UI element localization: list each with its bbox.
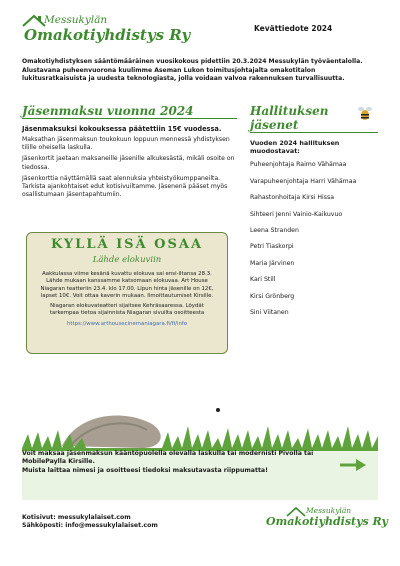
board-member: Leena Stranden (250, 226, 299, 234)
cinema-event-box (26, 232, 228, 354)
board-section (250, 104, 378, 325)
membership-title: Jäsenmaksu vuonna 2024 (22, 104, 194, 118)
intro-paragraph: Omakotiyhdistyksen sääntömääräinen vuosikokous pidettiin 20.3.2024 Messukylän työväentalolla. Alustavana puheenvuorona kuulimme Aseman Lukon toimitusjohtajalta omakotitalon lukitusratkaisuista ja uudesta teknologiasta, jolla voidaan valvoa rakennuksen turvallisuutta. (22, 58, 363, 83)
cinema-link[interactable]: https://www.arthousecinemaniagara.fi/fi/info (66, 320, 188, 327)
footer-logo-bottom: Omakotiyhdistys Ry (266, 515, 388, 528)
logo-top-text: Messukylän (44, 14, 108, 26)
board-divider (250, 132, 378, 133)
board-member: Kari Still (250, 276, 276, 284)
arrow-right-icon (340, 459, 366, 471)
bee-icon (356, 104, 374, 122)
cinema-paragraph-2: Niagaran elokuvateatteri sijaitsee Kehräsaaressa. Löydät tarkempaa tietoa sijainnista Niagaran sivuilta osoitteesta (49, 303, 205, 317)
board-title: Hallituksen jäsenet (250, 104, 329, 132)
footer-email[interactable]: Sähköposti: info@messukylalaiset.com (22, 522, 158, 530)
board-member: Kirsi Grönberg (250, 292, 295, 300)
footer-logo (256, 506, 386, 536)
payment-line-2: Muista laittaa nimesi ja osoitteesi tiedoksi maksutavasta riippumatta! (22, 466, 268, 474)
cinema-paragraph-1: Aakkulassa viime kesänä kuvattu elokuva sai ensi-iltansa 28.3. Lähde mukaan kanssamme katsomaan elokuvaa. Art House Niagaran teatteriin 23.4. klo 17.00. Lipun hinta jäsenille on 12€, lapset 10€. Voit ottaa kaverin mukaan. Ilmoittautumiset Kirsille. (40, 271, 214, 299)
cinema-subtitle: Lähde elokuviin (92, 255, 162, 265)
cinema-body (35, 271, 219, 331)
board-member: Puheenjohtaja Raimo Vähämaa (250, 161, 347, 169)
membership-divider (22, 118, 237, 119)
board-member: Sini Viitanen (250, 308, 289, 316)
board-member: Petri Tiaskorpi (250, 243, 294, 251)
payment-info (22, 450, 352, 475)
footer-website[interactable]: Kotisivut: messukylalaiset.com (22, 514, 131, 521)
payment-line-1: Voit maksaa jäsenmaksun kääntöpuolella olevalla laskulla tai modernisti Pivolla tai MobilePaylla Kirsille. (22, 450, 314, 466)
board-member: Varapuheenjohtaja Harri Vähämaa (250, 177, 357, 185)
newsletter-tagline: Kevättiedote 2024 (254, 24, 333, 33)
board-lead: Vuoden 2024 hallituksen muodostavat: (250, 139, 340, 156)
membership-section (22, 104, 237, 202)
membership-paragraph-3: Jäsenkorttia näyttämällä saat alennuksia yhteistyökumppaneilta. Tarkista ajankohtaiset edut kotisivuiltamme. Jäsenenä pääset myös osallistumaan jäsentapahtumiin. (22, 174, 228, 199)
board-member: Sihteeri Jenni Vainio-Kaikuvuo (250, 210, 343, 218)
cinema-title: KYLLÄ ISÄ OSAA (50, 237, 204, 252)
footer-contacts (22, 514, 158, 531)
membership-lead: Jäsenmaksuksi kokouksessa päätettiin 15€ vuodessa. (22, 125, 222, 133)
footer-logo-top: Messukylän (306, 506, 352, 515)
brand-logo (22, 14, 192, 54)
logo-bottom-text: Omakotiyhdistys Ry (24, 26, 191, 44)
membership-paragraph-2: Jäsenkortit jaetaan maksaneille jäsenille alkukesästä, mikäli osoite on tiedossa. (22, 155, 235, 171)
membership-paragraph-1: Maksathan jäsenmaksun toukokuun loppuun mennessä yhdistyksen tilille oheisella laskulla. (22, 136, 230, 152)
board-member: Rahastonhoitaja Kirsi Hissa (250, 194, 334, 202)
board-member: Maria Järvinen (250, 259, 295, 267)
